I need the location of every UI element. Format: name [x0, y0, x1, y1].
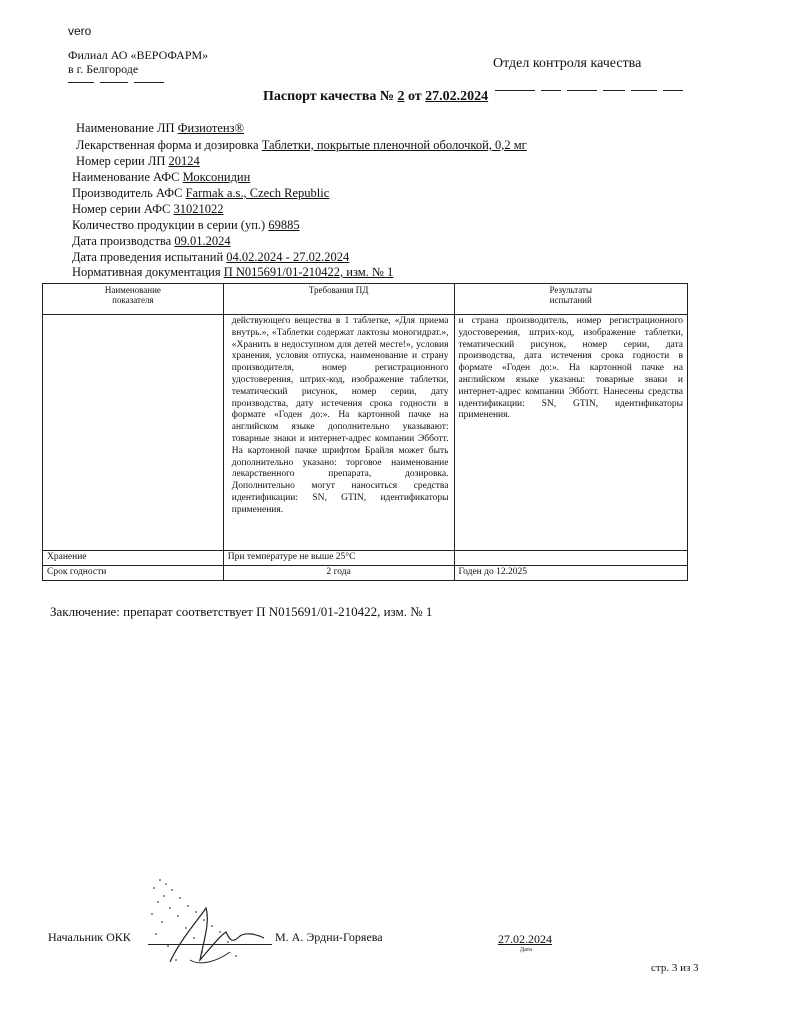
field-api-name: [72, 170, 250, 186]
header-rule-right: [631, 90, 657, 91]
department-title: Отдел контроля качества: [493, 56, 642, 71]
signature-line: [148, 944, 272, 945]
field-value: Моксонидин: [182, 170, 251, 184]
field-label: Номер серии АФС: [72, 202, 171, 216]
row1-requirements: действующего вещества в 1 таблетке, «Для приема внутрь.», «Таблетки содержат лактозы моногидрат.», «Хранить в недоступном для детей месте!», условия хранения, условия отпуска, наименование и страну производителя, номер регистрационного удостоверения, штрих-код, изображение таблетки, тематический рисунок, номер серии, дату производства, дату истечения срока годности в формате «Годен до:». На картонной пачке на английском языке дополнительно указывают: товарные знаки и интернет-адрес компании Эбботт. На картонной пачке шрифтом Брайля может быть дополнительно указано: торговое наименование лекарственного препарата, дозировка. Дополнительно могут наноситься средства идентификации: SN, GTIN, идентификаторы применения.: [223, 315, 454, 551]
field-label: Дата производства: [72, 234, 172, 248]
header-results: [454, 284, 688, 315]
field-value: 20124: [168, 154, 200, 168]
header-rule-right: [663, 90, 683, 91]
header-results-line2: испытаний: [549, 295, 592, 305]
field-label: Нормативная документация: [72, 265, 221, 279]
header-rule-left: [100, 82, 128, 83]
header-indicator-line1: Наименование: [104, 285, 161, 295]
shelf-life-requirements: 2 года: [223, 565, 454, 580]
sign-date-caption: Дата: [520, 947, 532, 953]
conclusion: Заключение: препарат соответствует П N015691/01-210422, изм. № 1: [50, 604, 433, 619]
field-batch-number: [76, 154, 200, 170]
header-results-line1: Результаты: [549, 285, 592, 295]
field-value: 04.02.2024 - 27.02.2024: [226, 250, 350, 264]
row1-indicator: [43, 315, 224, 551]
header-rule-left: [134, 82, 164, 83]
quality-table: [42, 283, 688, 581]
sign-date: 27.02.2024: [498, 932, 552, 946]
field-value: Таблетки, покрытые пленочной оболочкой, 0,2 мг: [261, 138, 527, 152]
storage-results: [454, 551, 688, 566]
table-row: [43, 315, 688, 551]
title-prefix: Паспорт качества №: [263, 89, 394, 104]
field-value: 09.01.2024: [174, 234, 231, 248]
page-number: стр. 3 из 3: [651, 962, 699, 974]
shelf-life-results: Годен до 12.2025: [454, 565, 688, 580]
title-from: от: [407, 89, 422, 104]
field-label: Лекарственная форма и дозировка: [76, 138, 259, 152]
table-row: [43, 565, 688, 580]
field-value: Farmak a.s., Czech Republic: [185, 186, 330, 200]
header-rule-right: [495, 90, 535, 91]
header-rule-right: [603, 90, 625, 91]
signer-name: М. А. Эрдни-Горяева: [275, 930, 383, 944]
field-dosage-form: [76, 138, 527, 154]
field-test-dates: [72, 250, 349, 266]
header-indicator: [43, 284, 224, 315]
field-value: Физиотенз®: [177, 121, 245, 135]
header-indicator-line2: показателя: [112, 295, 154, 305]
field-normative-doc: [72, 265, 393, 281]
field-label: Производитель АФС: [72, 186, 183, 200]
header-rule-right: [567, 90, 597, 91]
field-value: 31021022: [173, 202, 224, 216]
passport-title: [263, 89, 488, 105]
table-header-row: [43, 284, 688, 315]
field-label: Количество продукции в серии (уп.): [72, 218, 266, 232]
table-row: [43, 551, 688, 566]
field-value: П N015691/01-210422, изм. № 1: [223, 265, 394, 279]
header-rule-right: [541, 90, 561, 91]
field-label: Дата проведения испытаний: [72, 250, 224, 264]
corner-mark: vero: [68, 24, 92, 38]
field-quantity: [72, 218, 300, 234]
field-label: Номер серии ЛП: [76, 154, 166, 168]
shelf-life-indicator: Срок годности: [43, 565, 224, 580]
signature: [160, 900, 270, 980]
field-label: Наименование АФС: [72, 170, 180, 184]
storage-indicator: Хранение: [43, 551, 224, 566]
title-date: 27.02.2024: [425, 89, 489, 104]
field-api-manufacturer: [72, 186, 329, 202]
storage-requirements: При температуре не выше 25°С: [223, 551, 454, 566]
field-value: 69885: [268, 218, 300, 232]
org-city: в г. Белгороде: [68, 62, 139, 76]
signer-position: Начальник ОКК: [48, 930, 131, 944]
header-rule-left: [68, 82, 94, 83]
title-number: 2: [397, 89, 405, 104]
field-production-date: [72, 234, 231, 250]
org-name: Филиал АО «ВЕРОФАРМ»: [68, 48, 209, 62]
row1-results: и страна производитель, номер регистрационного удостоверения, штрих-код, изображение таблетки, тематический рисунок, номер серии, дата производства, дата истечения срока годности в формате «Годен до:». На картонной пачке на английском языке указаны: товарные знаки и интернет-адрес компании Эбботт. Нанесены средства идентификации: SN, GTIN, идентификаторы применения.: [454, 315, 688, 551]
field-drug-name: [76, 121, 244, 137]
field-label: Наименование ЛП: [76, 121, 175, 135]
field-api-batch: [72, 202, 223, 218]
header-requirements: Требования ПД: [223, 284, 454, 315]
